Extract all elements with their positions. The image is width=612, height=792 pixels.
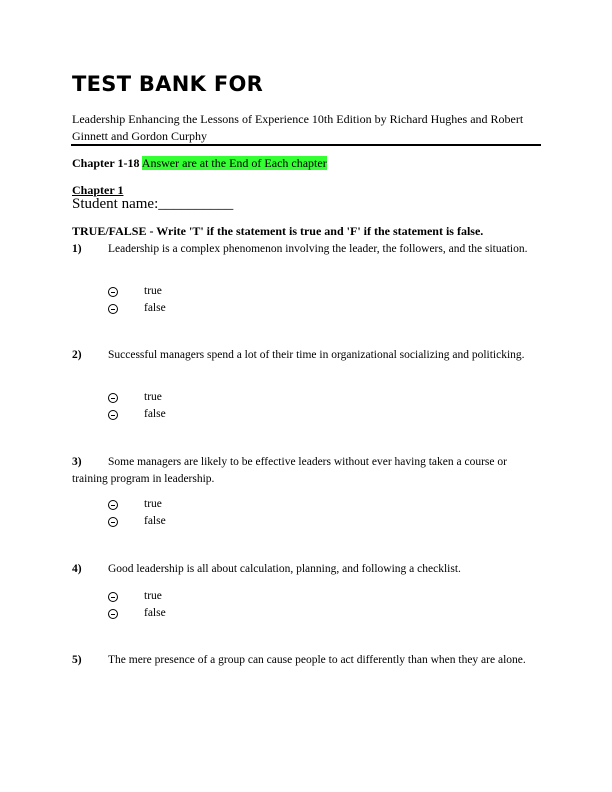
chapter-range-line [72,155,327,171]
question-text: Successful managers spend a lot of their time in organizational socializing and politicking. [108,349,525,361]
question-item [72,652,532,669]
question-item [72,561,532,578]
radio-icon[interactable] [108,592,118,602]
option-label: true [144,590,162,602]
radio-icon[interactable] [108,393,118,403]
radio-icon[interactable] [108,287,118,297]
question-text: Good leadership is all about calculation, planning, and following a checklist. [108,563,461,575]
answer-note: Answer are at the End of Each chapter [141,156,327,170]
instructions: TRUE/FALSE - Write 'T' if the statement is true and 'F' if the statement is false. [72,224,484,238]
chapter-range: Chapter 1-18 [72,156,140,170]
option-label: true [144,285,162,297]
option-label: true [144,391,162,403]
student-name-field: Student name:__________ [72,196,234,212]
radio-icon[interactable] [108,410,118,420]
option-label: false [144,515,166,527]
question-item [72,454,532,487]
chapter-heading: Chapter 1 [72,183,124,197]
option-label: false [144,607,166,619]
question-number: 1) [72,243,82,255]
document-title: TEST BANK FOR [72,72,264,96]
question-number: 4) [72,563,82,575]
question-number: 2) [72,349,82,361]
radio-icon[interactable] [108,304,118,314]
question-text: The mere presence of a group can cause people to act differently than when they are alone. [108,654,526,666]
radio-icon[interactable] [108,609,118,619]
book-subtitle: Leadership Enhancing the Lessons of Experience 10th Edition by Richard Hughes and Robert Ginnett and Gordon Curphy [72,112,524,143]
question-text: Some managers are likely to be effective leaders without ever having taken a course or training program in leadership. [72,456,507,485]
option-label: true [144,498,162,510]
question-text: Leadership is a complex phenomenon involving the leader, the followers, and the situation. [108,243,528,255]
title-divider [71,144,541,146]
question-number: 5) [72,654,82,666]
option-label: false [144,408,166,420]
option-label: false [144,302,166,314]
question-item [72,241,532,258]
radio-icon[interactable] [108,517,118,527]
question-item [72,347,532,364]
question-number: 3) [72,456,82,468]
radio-icon[interactable] [108,500,118,510]
